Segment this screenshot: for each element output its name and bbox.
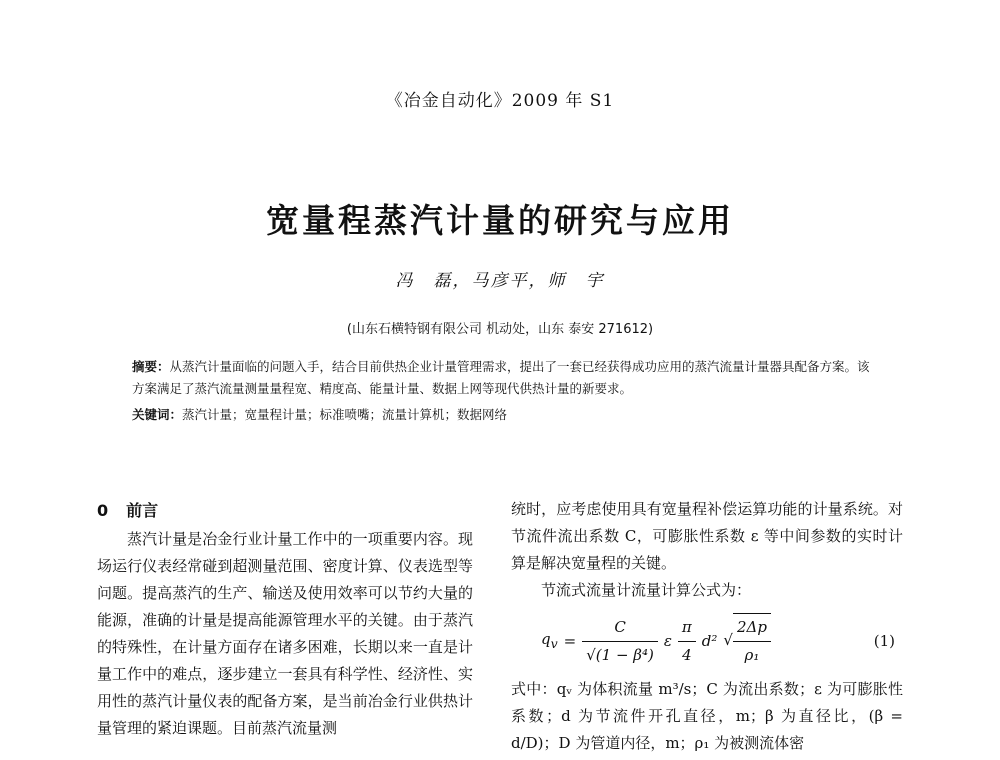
- formula-frac-pi: $\frac{\pi}{4}$: [678, 614, 696, 669]
- formula-expression: [541, 612, 771, 670]
- intro-paragraph: 蒸汽计量是冶金行业计量工作中的一项重要内容。现场运行仪表经常碰到超测量范围、密度计算、仪表选型等问题。提高蒸汽的生产、输送及使用效率可以节约大量的能源，准确的计量是提高能源管理水平的关键。由于蒸汽的特殊性，在计量方面存在诸多困难，长期以来一直是计量工作中的难点，逐步建立一套具有科学性、经济性、实用性的蒸汽计量仪表的配备方案，是当前冶金行业供热计量管理的紧迫课题。目前蒸汽流量测: [97, 530, 473, 737]
- paper-title: 宽量程蒸汽计量的研究与应用: [266, 201, 734, 240]
- affiliation: (山东石横特钢有限公司 机动处，山东 泰安 271612): [346, 322, 654, 337]
- right-paragraph-3: 式中：qᵥ 为体积流量 m³/s；C 为流出系数；ε 为可膨胀性系数；d 为节流件开孔直径，m；β 为直径比，(β = d/D)；D 为管道内径，m；ρ₁ 为被测流体密: [511, 680, 903, 752]
- authors: 冯 磊，马彦平，师 宇: [395, 271, 605, 291]
- section-number: 0: [97, 501, 109, 520]
- formula-frac-c: $\frac{C}{\text{√(1 − β⁴)}}$: [582, 614, 658, 669]
- right-paragraph-1: 统时，应考虑使用具有宽量程补偿运算功能的计量系统。对节流件流出系数 C，可膨胀性系数 ε 等中间参数的实时计算是解决宽量程的关键。: [511, 500, 903, 572]
- formula-number: (1): [873, 632, 895, 650]
- left-column: [97, 497, 473, 742]
- right-paragraph-2: 节流式流量计流量计算公式为：: [541, 581, 752, 599]
- right-column: [511, 496, 903, 757]
- journal-header: 《冶金自动化》2009 年 S1: [385, 91, 615, 111]
- formula-sqrt: √ $\frac{2\Delta p}{\text{ρ₁}}$: [723, 613, 771, 669]
- abstract-text: 从蒸汽计量面临的问题入手，结合目前供热企业计量管理需求，提出了一套已经获得成功应用的蒸汽流量计量器具配备方案。该方案满足了蒸汽流量测量量程宽、精度高、能量计量、数据上网等现代供热计量的新要求。: [132, 359, 870, 396]
- formula-1: [511, 610, 903, 672]
- formula-equals: =: [563, 631, 577, 650]
- abstract-label: 摘要：: [132, 359, 170, 374]
- keywords: [132, 404, 874, 426]
- section-heading: [97, 497, 473, 524]
- abstract: [132, 356, 874, 400]
- keywords-label: 关键词：: [132, 407, 183, 422]
- formula-epsilon: ε: [663, 631, 672, 650]
- section-title: 前言: [126, 501, 159, 520]
- formula-lhs: $q_v$: [541, 629, 558, 651]
- formula-d-squared: d²: [701, 631, 718, 650]
- abstract-block: [132, 356, 874, 426]
- keywords-text: 蒸汽计量；宽量程计量；标准喷嘴；流量计算机；数据网络: [182, 407, 508, 422]
